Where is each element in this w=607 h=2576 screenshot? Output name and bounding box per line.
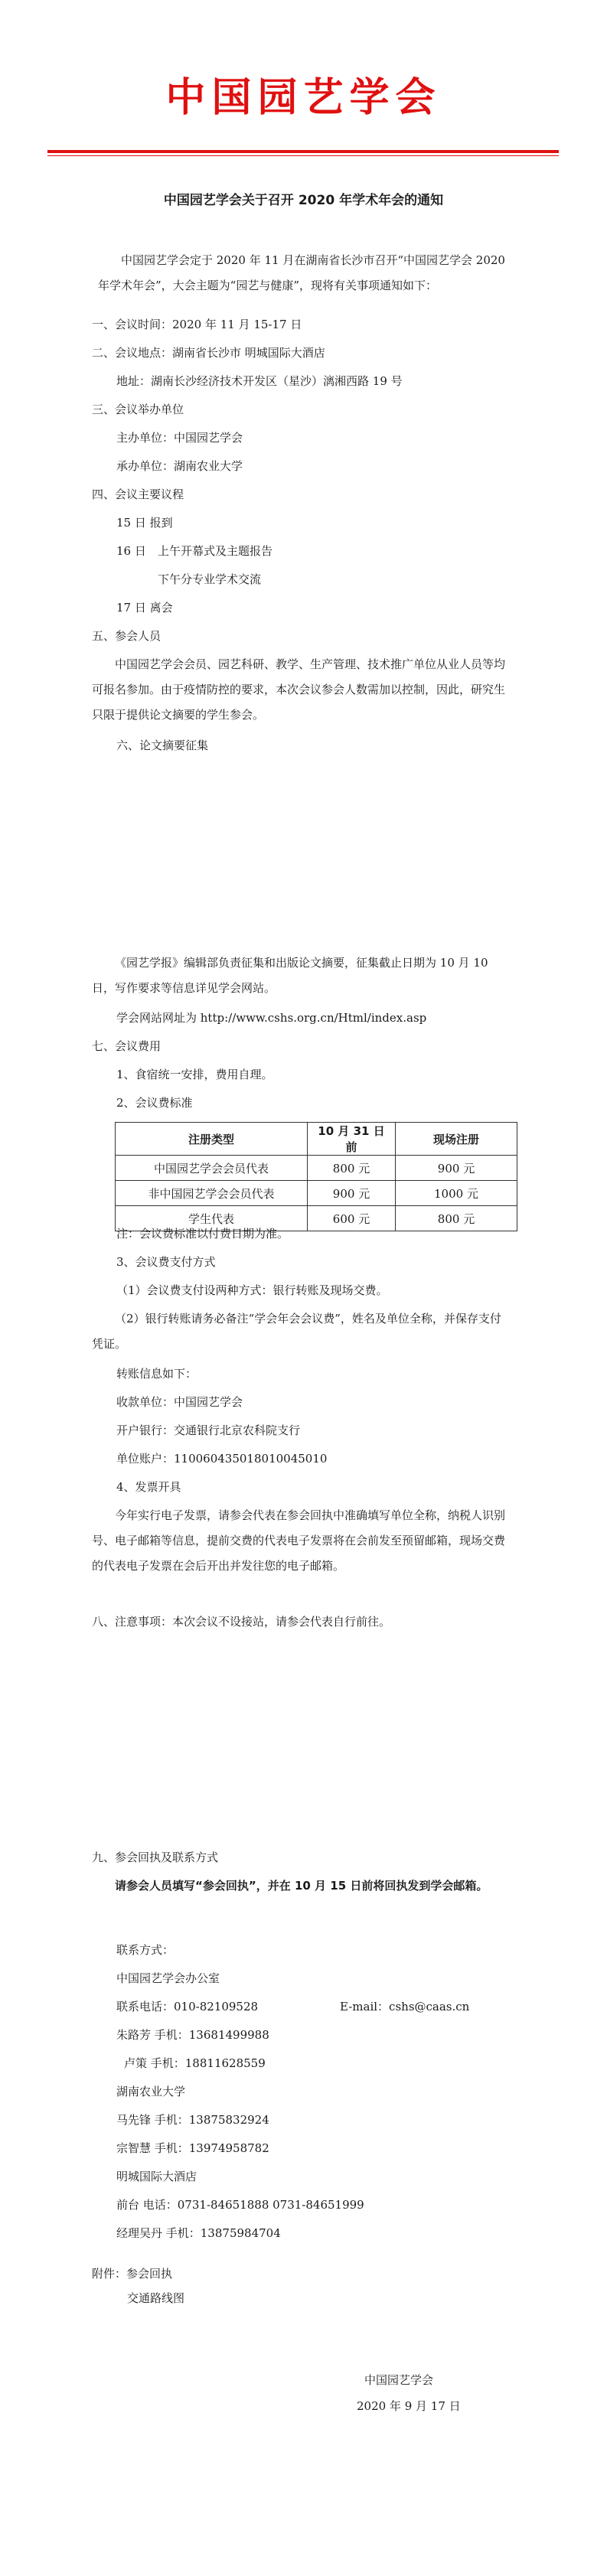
section-5-body: 中国园艺学会会员、园艺科研、教学、生产管理、技术推广单位从业人员等均可报名参加。由于疫情防控的要求，本次会议参会人数需加以控制，因此，研究生只限于提供论文摘要的学生参会。	[92, 657, 506, 722]
society-website: 学会网站网址为 http://www.cshs.org.cn/Html/index.asp	[116, 1011, 427, 1025]
section-9-body: 请参会人员填写“参会回执”，并在 10 月 15 日前将回执发到学会邮箱。	[115, 1879, 488, 1893]
contact-office: 中国园艺学会办公室	[116, 1971, 220, 1985]
contact-university: 湖南农业大学	[116, 2085, 186, 2098]
agenda-day-15: 15 日 报到	[116, 516, 173, 530]
fee-cell: 800 元	[308, 1156, 396, 1181]
fee-header-onsite: 现场注册	[396, 1123, 517, 1156]
section-2-venue: 二、会议地点：湖南省长沙市 明城国际大酒店	[92, 346, 325, 360]
contact-front-desk: 前台 电话：0731-84651888 0731-84651999	[116, 2198, 364, 2212]
section-4-heading: 四、会议主要议程	[92, 487, 184, 501]
agenda-day-16-afternoon: 下午分专业学术交流	[158, 572, 262, 586]
section-6-body: 《园艺学报》编辑部负责征集和出版论文摘要，征集截止日期为 10 月 10 日，写作要求等信息详见学会网站。	[92, 956, 488, 995]
section-2-address: 地址：湖南长沙经济技术开发区（星沙）漓湘西路 19 号	[116, 374, 403, 388]
fee-cell: 900 元	[308, 1181, 396, 1206]
bank-info-title: 转账信息如下：	[116, 1367, 197, 1381]
masthead-org-name: 中国园艺学会	[165, 75, 442, 121]
payment-method-1: （1）会议费支付设两种方式：银行转账及现场交费。	[116, 1283, 388, 1297]
contact-person-1: 朱路芳 手机：13681499988	[116, 2028, 269, 2042]
fee-table	[115, 1122, 517, 1231]
fee-cell: 中国园艺学会会员代表	[116, 1156, 308, 1181]
fee-cell: 900 元	[396, 1156, 517, 1181]
contact-hotel: 明城国际大酒店	[116, 2170, 197, 2183]
fee-item-3: 3、会议费支付方式	[116, 1255, 216, 1269]
masthead-rule-thick	[47, 150, 559, 153]
fee-header-type: 注册类型	[116, 1123, 308, 1156]
fee-cell: 600 元	[308, 1206, 396, 1231]
contact-phone: 联系电话：010-82109528	[116, 2000, 259, 2014]
signature-org: 中国园艺学会	[364, 2373, 434, 2387]
section-6-heading: 六、论文摘要征集	[116, 739, 209, 752]
section-3-heading: 三、会议举办单位	[92, 403, 184, 416]
bank-account: 单位账户：110060435018010045010	[116, 1452, 328, 1466]
fee-item-4: 4、发票开具	[116, 1480, 181, 1494]
table-row	[116, 1181, 517, 1206]
bank-name: 开户银行：交通银行北京农科院支行	[116, 1423, 301, 1437]
contacts-title: 联系方式：	[116, 1943, 175, 1957]
fee-cell: 1000 元	[396, 1181, 517, 1206]
section-7-heading: 七、会议费用	[92, 1039, 162, 1053]
contact-person-2: 卢策 手机：18811628559	[124, 2056, 266, 2070]
fee-cell: 800 元	[396, 1206, 517, 1231]
fee-table-header-row	[116, 1123, 517, 1156]
invoice-body: 今年实行电子发票，请参会代表在参会回执中准确填写单位全称，纳税人识别号、电子邮箱等信息，提前交费的代表电子发票将在会前发至预留邮箱，现场交费的代表电子发票在会后开出并发往您的电子邮箱。	[92, 1508, 506, 1573]
section-3-organizer: 承办单位：湖南农业大学	[116, 459, 243, 473]
fee-item-1: 1、食宿统一安排，费用自理。	[116, 1068, 273, 1081]
contact-person-3: 马先锋 手机：13875832924	[116, 2113, 269, 2127]
section-5-heading: 五、参会人员	[92, 629, 162, 643]
signature-date: 2020 年 9 月 17 日	[357, 2399, 461, 2413]
section-3-host: 主办单位：中国园艺学会	[116, 431, 243, 445]
document-title: 中国园艺学会关于召开 2020 年学术年会的通知	[163, 193, 444, 208]
section-8-notes: 八、注意事项：本次会议不设接站，请参会代表自行前往。	[92, 1615, 391, 1629]
fee-cell: 非中国园艺学会会员代表	[116, 1181, 308, 1206]
section-9-heading: 九、参会回执及联系方式	[92, 1850, 219, 1864]
fee-item-2: 2、会议费标准	[116, 1096, 193, 1110]
bank-payee: 收款单位：中国园艺学会	[116, 1395, 243, 1409]
contact-email: E-mail：cshs@caas.cn	[340, 2000, 470, 2014]
agenda-day-16-label: 16 日	[116, 544, 146, 558]
section-1-time: 一、会议时间：2020 年 11 月 15-17 日	[92, 318, 302, 331]
contact-person-4: 宗智慧 手机：13974958782	[116, 2141, 269, 2155]
agenda-day-16-morning: 上午开幕式及主题报告	[158, 544, 273, 558]
fee-header-early: 10 月 31 日前	[308, 1123, 396, 1156]
fee-cell: 学生代表	[116, 1206, 308, 1231]
attachments-label: 附件：参会回执	[92, 2267, 173, 2281]
agenda-day-17: 17 日 离会	[116, 601, 173, 615]
masthead-rule-thin	[47, 155, 559, 156]
fee-note: 注：会议费标准以付费日期为准。	[116, 1227, 289, 1241]
attachment-item-2: 交通路线图	[127, 2291, 185, 2305]
contact-manager: 经理吴丹 手机：13875984704	[116, 2226, 281, 2240]
table-row	[116, 1156, 517, 1181]
intro-paragraph: 中国园艺学会定于 2020 年 11 月在湖南省长沙市召开“中国园艺学会 2020 年学术年会”，大会主题为“园艺与健康”，现将有关事项通知如下：	[98, 253, 505, 292]
payment-method-2: （2）银行转账请务必备注“学会年会会议费”，姓名及单位全称，并保存支付凭证。	[92, 1312, 501, 1351]
